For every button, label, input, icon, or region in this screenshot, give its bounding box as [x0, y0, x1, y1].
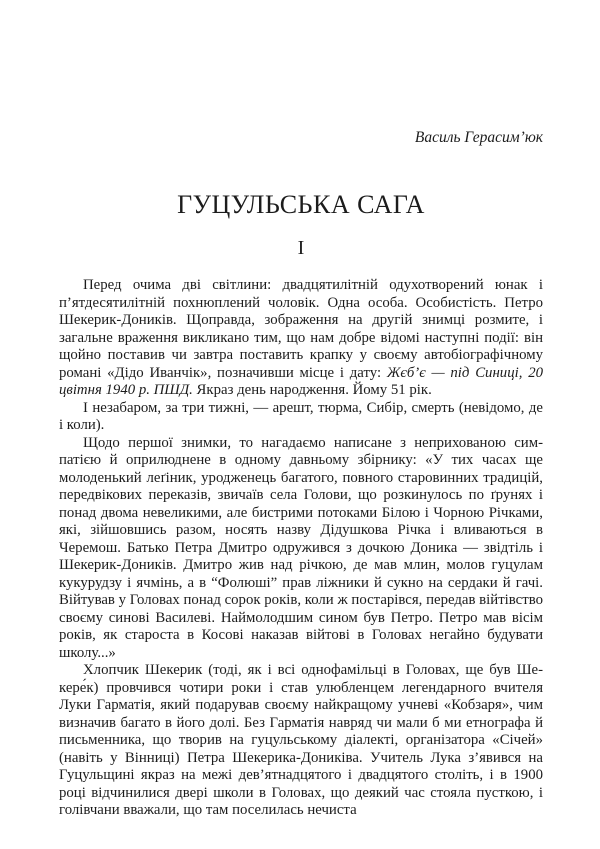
- paragraph: Перед очима дві світлини: двадцятилітній одухотворений юнак і п’ятдесятилітній похнюплений чоловік. Одна особа. Особистість. Петро Шекерик-Доників. Щоправда, зображення на другій знимці розмите, і загальне враження викликано тим, що нам добре відомі наступні події: він щойно поставив чи завтра поставить крапку у своєму автобіографічному романі «Дідо Иванчік», позначивши місце і дату: Жєб’є — під Синиці, 20 цвітня 1940 р. ПШД. Якраз день народження. Йому 51 рік.: [59, 277, 543, 399]
- section-number: І: [297, 237, 305, 260]
- author-name: Василь Герасим’юк: [414, 129, 543, 146]
- paragraph: Хлопчик Шекерик (тоді, як і всі однофамільці в Головах, ще був Шекере́к) провчився чотири роки і став улюбленцем легендарного вчителя Луки Гарматія, який подарував своєму найкращому учневі «Кобзаря», чим визначив багато в його долі. Без Гарматія навряд чи мали б ми етнографа й письменника, що творив на гуцульському діалекті, організатора «Січей» (навіть у Вінниці) Петра Шекерика-Дониківа. Учитель Лука з’явився на Гуцульщині якраз на межі дев’ятнадцятого і двадцятого століть, і в 1900 році відчинилися двері школи в Головах, що деякий час стояла пусткою, і голівчани вважали, що там поселилась нечиста: [59, 662, 543, 819]
- body-text: [59, 277, 543, 820]
- paragraph: Щодо першої знимки, то нагадаємо написане з неприхованою симпатією й оприлюднене в одному давньому збірнику: «У тих часах ще молоденький леґіник, уродженець багатого, повного старовинних традицій, передвікових переказів, звичаїв села Голови, що розкинулось по ґрунях і понад двома невеликими, але бистрими потоками Білою і Чорною Річками, які, зійшовшись разом, носять назву Дідушкова Річка і вливаються в Черемош. Батько Петра Дмитро одружився з дочкою Доника — звідтіль і Шекерик-Доників. Дмитро жив над річкою, де мав млин, молов гуцулам кукурудзу і ячмінь, а в “Фолюші” прав ліжники й сукно на сердаки й гачі. Війтував у Головах понад сорок років, коли ж постарівся, передав війтівство своєму синові Василеві. Наймолодшим сином був Петро. Петро мав вісім років, як староста в Косові наказав війтові в Головах негайно будувати школу...»: [59, 434, 543, 661]
- chapter-title: ГУЦУЛЬСЬКА САГА: [177, 190, 425, 219]
- paragraph: І незабаром, за три тижні, — арешт, тюрма, Сибір, смерть (невідомо, де і коли).: [59, 399, 543, 434]
